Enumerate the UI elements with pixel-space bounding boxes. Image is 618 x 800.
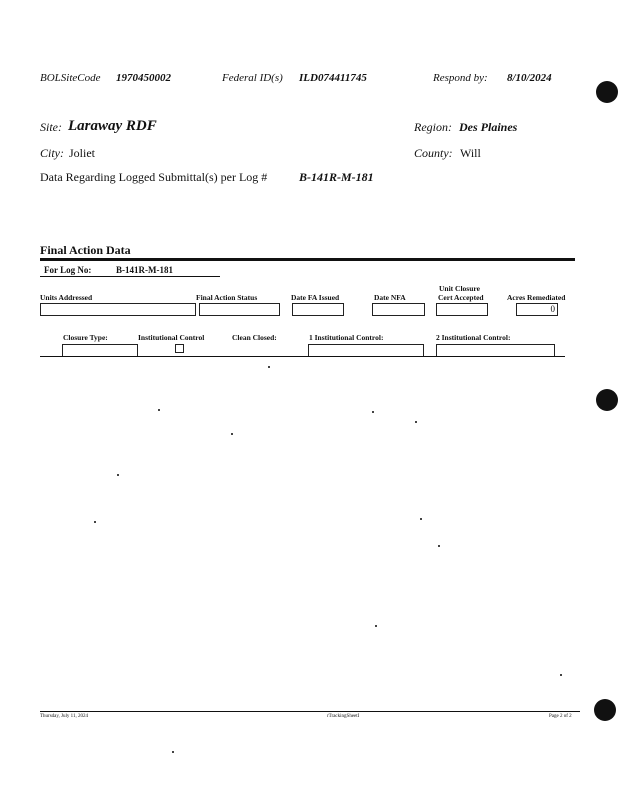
scan-speck: [420, 518, 422, 520]
col-date-fa-issued: Date FA Issued: [291, 293, 340, 302]
institutional-control-checkbox[interactable]: [175, 344, 184, 353]
for-log-underline: [40, 276, 220, 277]
scan-speck: [117, 474, 119, 476]
scan-speck: [268, 366, 270, 368]
footer-rule: [40, 711, 580, 712]
scan-speck: [172, 751, 174, 753]
section-title: Final Action Data: [40, 243, 131, 257]
col-final-action-status: Final Action Status: [196, 293, 258, 302]
binder-hole-top: [596, 81, 618, 103]
footer-date: Thursday, July 11, 2024: [40, 714, 88, 719]
institutional-control-1-label: 1 Institutional Control:: [309, 333, 384, 342]
date-fa-issued-field[interactable]: [292, 303, 344, 316]
county-label: County:: [414, 146, 453, 160]
final-action-status-field[interactable]: [199, 303, 280, 316]
col-units-addressed: Units Addressed: [40, 293, 93, 302]
section-title-rule: [40, 258, 575, 261]
for-log-label: For Log No:: [44, 265, 92, 275]
logged-submittal-value: B-141R-M-181: [299, 170, 374, 184]
institutional-control-2-label: 2 Institutional Control:: [436, 333, 511, 342]
site-label: Site:: [40, 120, 62, 134]
county-value: Will: [460, 146, 481, 160]
date-nfa-field[interactable]: [372, 303, 425, 316]
scan-speck: [560, 674, 562, 676]
acres-remediated-value: 0: [550, 304, 555, 314]
bol-site-code-value: 1970450002: [116, 72, 171, 84]
unit-closure-field[interactable]: [436, 303, 488, 316]
scan-speck: [438, 545, 440, 547]
city-value: Joliet: [69, 146, 95, 160]
federal-id-value: ILD074411745: [299, 72, 367, 84]
bol-site-code-label: BOLSiteCode: [40, 72, 101, 84]
scan-speck: [415, 421, 417, 423]
scan-speck: [375, 625, 377, 627]
col-unit-closure-line1: Unit Closure: [439, 284, 480, 293]
acres-remediated-field[interactable]: [516, 303, 558, 316]
col-acres-remediated: Acres Remediated: [507, 293, 566, 302]
federal-id-label: Federal ID(s): [222, 72, 283, 84]
binder-hole-bottom: [594, 699, 616, 721]
col-unit-closure-line2: Cert Accepted: [438, 293, 484, 302]
region-value: Des Plaines: [459, 120, 518, 134]
site-name: Laraway RDF: [68, 118, 157, 134]
city-label: City:: [40, 146, 64, 160]
footer-sheet-name: rTrackingSheetI: [327, 714, 360, 719]
clean-closed-label: Clean Closed:: [232, 333, 277, 342]
binder-hole-middle: [596, 389, 618, 411]
region-label: Region:: [414, 120, 452, 134]
scan-speck: [372, 411, 374, 413]
closure-type-label: Closure Type:: [63, 333, 108, 342]
for-log-value: B-141R-M-181: [116, 265, 173, 275]
footer-page-number: Page 2 of 2: [549, 714, 572, 719]
institutional-control-label: Institutional Control: [138, 333, 205, 342]
col-date-nfa: Date NFA: [374, 293, 406, 302]
scan-speck: [158, 409, 160, 411]
row-baseline-rule: [40, 356, 565, 357]
scan-speck: [94, 521, 96, 523]
scan-speck: [231, 433, 233, 435]
units-addressed-field[interactable]: [40, 303, 196, 316]
respond-by-value: 8/10/2024: [507, 72, 552, 84]
respond-by-label: Respond by:: [433, 72, 488, 84]
logged-submittal-label: Data Regarding Logged Submittal(s) per Log #: [40, 170, 268, 184]
